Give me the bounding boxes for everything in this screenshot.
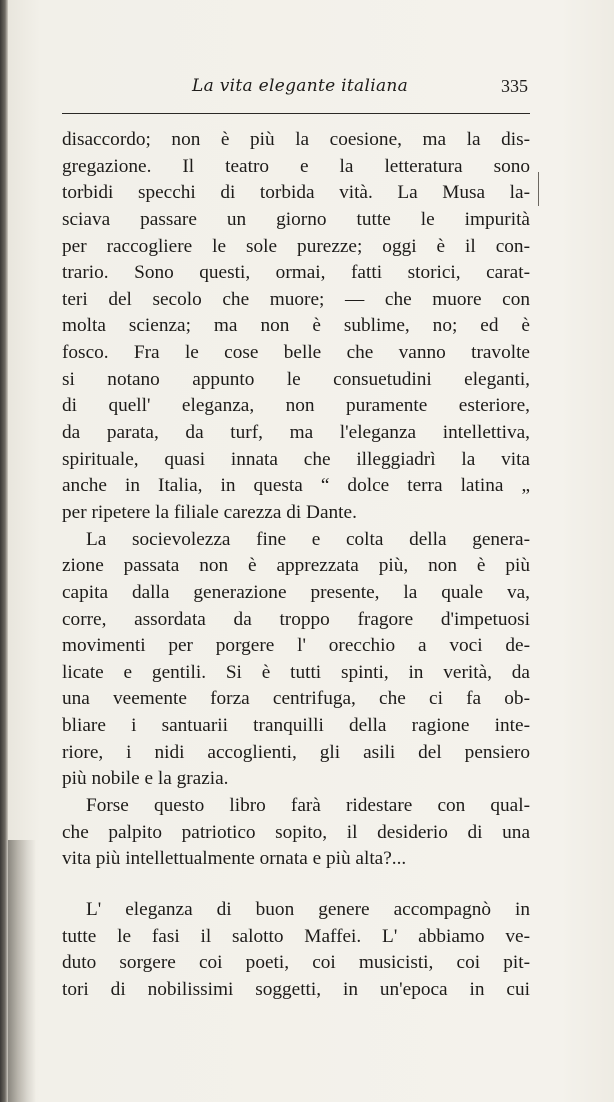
text-line: zione passata non è apprezzata più, non è più	[62, 555, 530, 577]
text-line: La socievolezza fine e colta della genera-	[86, 528, 530, 550]
text-line: sciava passare un giorno tutte le impurità	[62, 208, 530, 230]
paragraph-3	[62, 793, 530, 873]
text-line: di quell' eleganza, non puramente esteriore,	[62, 395, 530, 417]
margin-mark	[538, 172, 539, 206]
text-line: torbidi specchi di torbida vità. La Musa la-	[62, 182, 530, 204]
body-text	[62, 127, 530, 1004]
text-line: fosco. Fra le cose belle che vanno travolte	[62, 342, 530, 364]
text-line: corre, assordata da troppo fragore d'impetuosi	[62, 608, 530, 630]
text-line: tutte le fasi il salotto Maffei. L' abbiamo ve-	[62, 925, 530, 947]
text-line: capita dalla generazione presente, la quale va,	[62, 581, 530, 603]
section-gap	[62, 873, 530, 897]
text-line: si notano appunto le consuetudini eleganti,	[62, 368, 530, 390]
text-line: riore, i nidi accoglienti, gli asili del pensiero	[62, 741, 530, 763]
paragraph-2	[62, 527, 530, 793]
text-line: duto sorgere coi poeti, coi musicisti, coi pit-	[62, 952, 530, 974]
text-line: teri del secolo che muore; — che muore con	[62, 288, 530, 310]
header-rule	[62, 113, 530, 114]
text-line: movimenti per porgere l' orecchio a voci de-	[62, 635, 530, 657]
text-line: più nobile e la grazia.	[62, 768, 229, 790]
text-line: da parata, da turf, ma l'eleganza intellettiva,	[62, 422, 530, 444]
text-line: bliare i santuarii tranquilli della ragione inte-	[62, 715, 530, 737]
binding-shadow	[8, 840, 36, 1102]
text-line: per ripetere la filiale carezza di Dante.	[62, 501, 357, 523]
text-line: L' eleganza di buon genere accompagnò in	[86, 898, 530, 920]
page-number: 335	[501, 76, 528, 96]
text-line: vita più intellettualmente ornata e più alta?...	[62, 848, 407, 870]
text-line: molta scienza; ma non è sublime, no; ed è	[62, 315, 530, 337]
text-line: licate e gentili. Si è tutti spinti, in verità, da	[62, 661, 530, 683]
text-line: Forse questo libro farà ridestare con qual-	[86, 795, 530, 817]
book-binding-edge	[0, 0, 8, 1102]
text-line: una veemente forza centrifuga, che ci fa ob-	[62, 688, 530, 710]
text-line: disaccordo; non è più la coesione, ma la dis-	[62, 129, 530, 150]
text-line: anche in Italia, in questa “ dolce terra latina „	[62, 475, 530, 497]
text-line: gregazione. Il teatro e la letteratura sono	[62, 155, 530, 177]
text-line: per raccogliere le sole purezze; oggi è il con-	[62, 235, 530, 257]
running-head	[62, 74, 530, 104]
text-line: che palpito patriotico sopito, il desiderio di una	[62, 821, 530, 843]
text-line: tori di nobilissimi soggetti, in un'epoca in cui	[62, 978, 530, 1000]
paragraph-1	[62, 127, 530, 527]
running-title: La vita elegante italiana	[192, 76, 409, 96]
paragraph-4	[62, 897, 530, 1004]
text-line: trario. Sono questi, ormai, fatti storici, carat-	[62, 262, 530, 284]
text-line: spirituale, quasi innata che illeggiadrì la vita	[62, 448, 530, 470]
